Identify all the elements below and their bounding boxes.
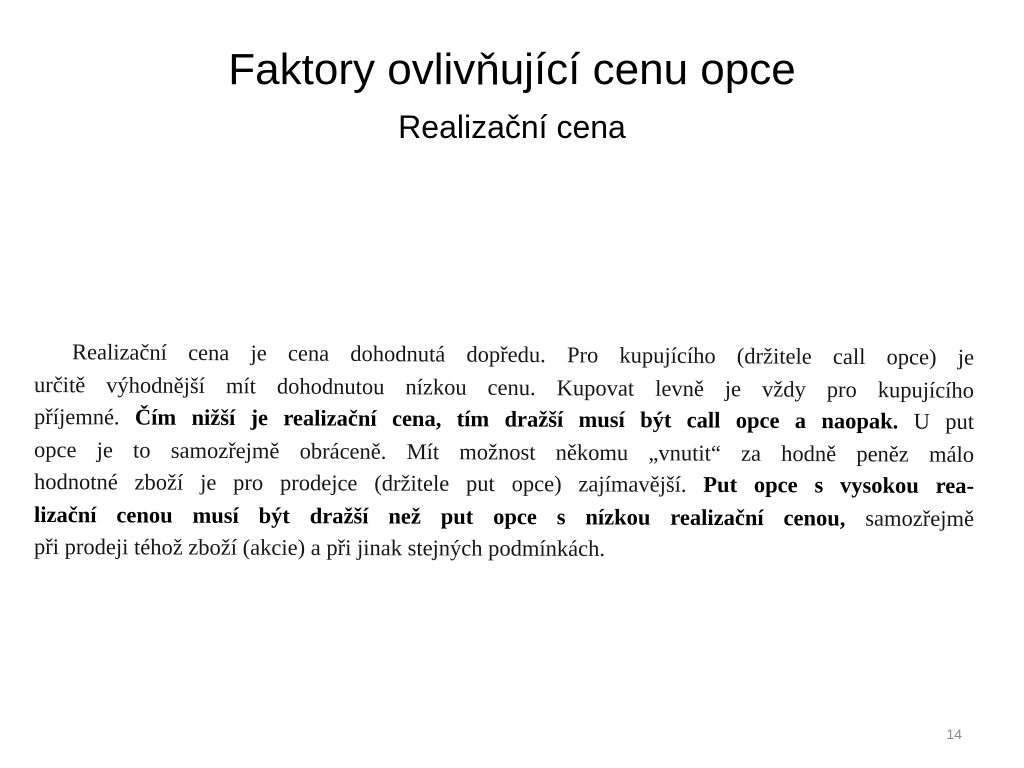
bold-text-run: Put opce s vysokou rea- <box>703 471 975 499</box>
paragraph-line <box>34 401 974 438</box>
text-run: Realizační cena je cena dohodnutá dopředu. Pro kupujícího (držitele call opce) je <box>71 339 975 370</box>
paragraph-line <box>34 531 974 567</box>
bold-text-run: Čím nižší je realizační cena, tím dražší musí být call opce a naopak. <box>134 404 899 434</box>
text-run: při prodeji téhož zboží (akcie) a při jinak stejných podmínkách. <box>33 534 606 561</box>
scanned-text-excerpt <box>30 330 980 580</box>
slide-subtitle: Realizační cena <box>398 109 626 145</box>
text-run: U put <box>898 408 975 434</box>
text-run: určitě výhodnější mít dohodnutou nízkou cenu. Kupovat levně je vždy pro kupujícího <box>33 371 975 403</box>
slide-title: Faktory ovlivňující cenu opce <box>228 45 796 94</box>
text-run: samozřejmě <box>845 505 975 531</box>
text-run: příjemné. <box>33 404 135 430</box>
paragraph-line <box>34 336 974 374</box>
paragraph-line <box>34 434 974 471</box>
slide-number: 14 <box>946 726 962 742</box>
paragraph-line <box>34 499 974 536</box>
paragraph-line <box>34 466 974 503</box>
text-run: opce je to samozřejmě obráceně. Mít možnost někomu „vnutit“ za hodně peněz málo <box>33 436 975 467</box>
bold-text-run: lizační cenou musí být dražší než put opce s nízkou realizační cenou, <box>33 501 846 531</box>
scanned-paragraph <box>34 336 974 564</box>
text-run: hodnotné zboží je pro prodejce (držitele put opce) zajímavější. <box>33 469 704 497</box>
